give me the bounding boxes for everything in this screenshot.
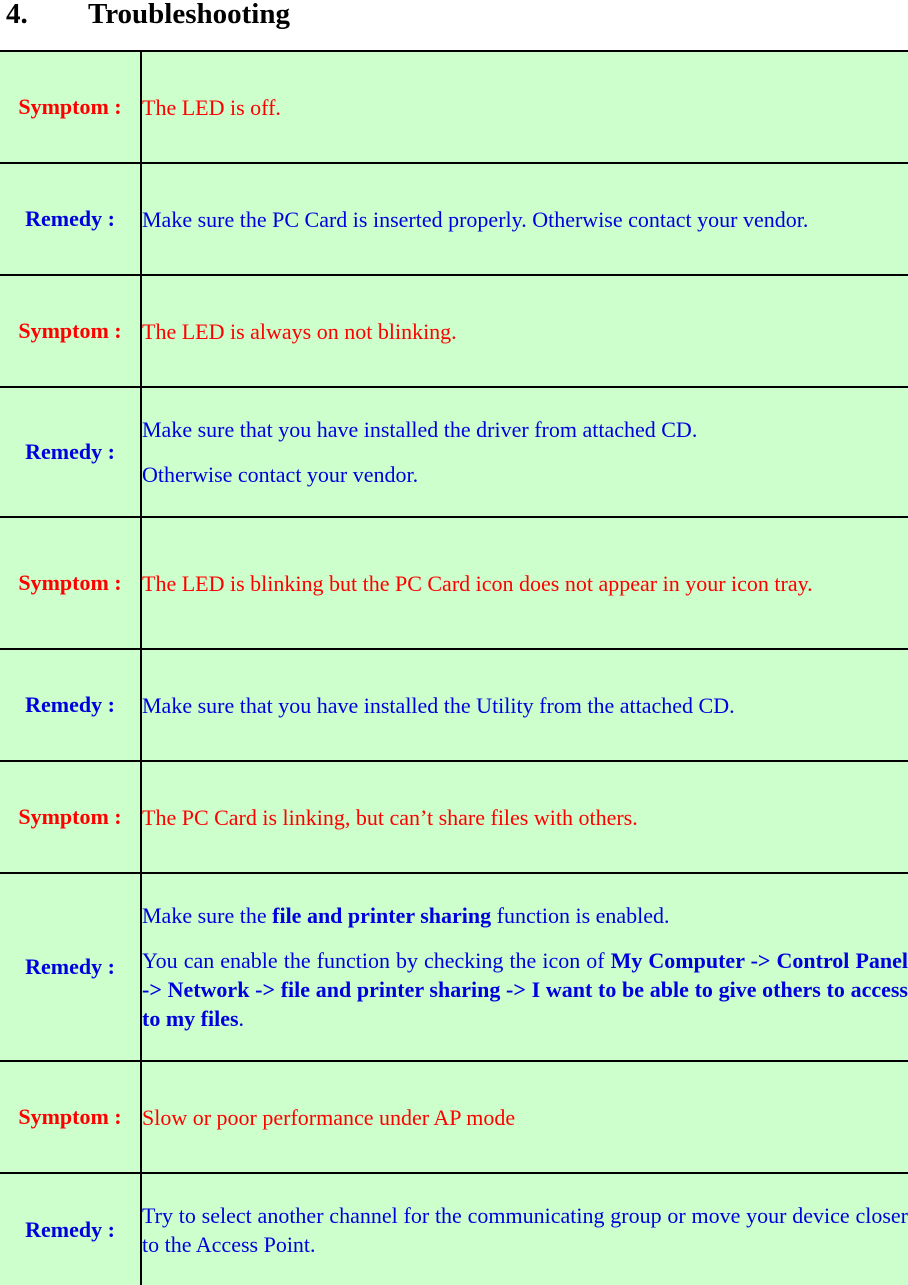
symptom-row: [0, 275, 908, 387]
troubleshooting-table: [0, 50, 908, 1285]
remedy-paragraph: [142, 460, 908, 489]
text-segment: Try to select another channel for the communicating group or move your device closer to the Access Point.: [142, 1202, 908, 1257]
remedy-label: Remedy :: [0, 387, 141, 517]
remedy-label: Remedy :: [0, 649, 141, 761]
symptom-row: [0, 517, 908, 649]
symptom-paragraph: [142, 93, 908, 122]
symptom-label: Symptom :: [0, 761, 141, 873]
text-segment: The LED is always on not blinking.: [142, 318, 457, 344]
symptom-paragraph: [142, 1103, 908, 1132]
text-segment: function is enabled.: [491, 903, 670, 928]
remedy-paragraph: [142, 205, 908, 234]
symptom-paragraph: [142, 317, 908, 346]
bold-text-segment: My Computer -> Control Panel -> Network -> file and printer sharing -> I want to be able to give others to access to my files: [142, 948, 908, 1031]
symptom-row: [0, 761, 908, 873]
symptom-row: [0, 1061, 908, 1173]
text-segment: .: [238, 1006, 245, 1031]
remedy-paragraph: [142, 901, 908, 930]
symptom-text: [141, 517, 908, 649]
text-segment: Make sure that you have installed the driver from attached CD.: [142, 417, 698, 442]
remedy-row: [0, 1173, 908, 1285]
text-segment: The PC Card is linking, but can’t share files with others.: [142, 804, 638, 830]
remedy-text: [141, 649, 908, 761]
remedy-row: [0, 387, 908, 517]
symptom-text: [141, 761, 908, 873]
symptom-row: [0, 51, 908, 163]
text-segment: The LED is blinking but the PC Card icon does not appear in your icon tray.: [142, 570, 813, 596]
text-segment: Make sure the: [142, 903, 273, 928]
symptom-text: [141, 275, 908, 387]
symptom-label: Symptom :: [0, 275, 141, 387]
bold-text-segment: file and printer sharing: [272, 903, 492, 928]
text-segment: Slow or poor performance under AP mode: [142, 1104, 516, 1130]
symptom-paragraph: [142, 803, 908, 832]
section-title: Troubleshooting: [88, 0, 290, 30]
text-segment: You can enable the function by checking the icon of: [142, 948, 611, 973]
symptom-label: Symptom :: [0, 517, 141, 649]
remedy-text: [141, 873, 908, 1061]
remedy-row: [0, 649, 908, 761]
symptom-text: [141, 51, 908, 163]
symptom-text: [141, 1061, 908, 1173]
section-heading: [0, 0, 908, 48]
remedy-text: [141, 163, 908, 275]
remedy-paragraph: [142, 1201, 908, 1259]
remedy-label: Remedy :: [0, 1173, 141, 1285]
text-segment: Make sure that you have installed the Utility from the attached CD.: [142, 692, 735, 718]
text-segment: The LED is off.: [142, 94, 281, 120]
text-segment: Otherwise contact your vendor.: [142, 462, 419, 487]
remedy-text: [141, 387, 908, 517]
symptom-paragraph: [142, 569, 908, 598]
symptom-label: Symptom :: [0, 51, 141, 163]
remedy-label: Remedy :: [0, 163, 141, 275]
remedy-row: [0, 873, 908, 1061]
remedy-paragraph: [142, 946, 908, 1033]
symptom-label: Symptom :: [0, 1061, 141, 1173]
remedy-paragraph: [142, 415, 908, 444]
remedy-label: Remedy :: [0, 873, 141, 1061]
remedy-paragraph: [142, 691, 908, 720]
remedy-row: [0, 163, 908, 275]
remedy-text: [141, 1173, 908, 1285]
text-segment: Make sure the PC Card is inserted properly. Otherwise contact your vendor.: [142, 206, 809, 232]
section-number: 4.: [6, 0, 28, 30]
